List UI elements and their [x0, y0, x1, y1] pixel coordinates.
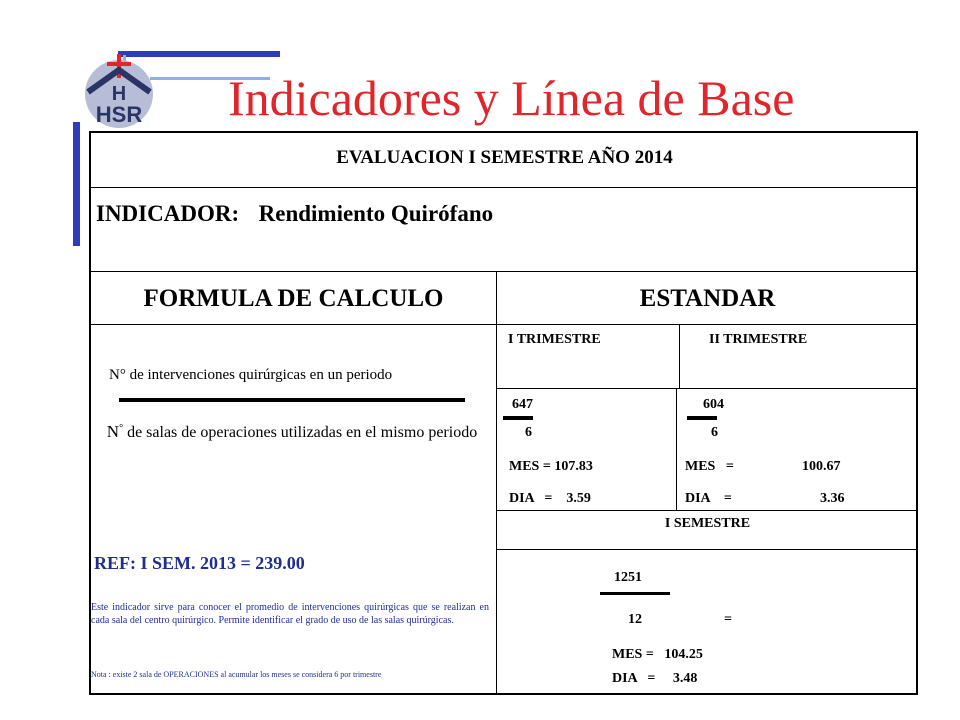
semester-denominator: 12	[628, 612, 642, 627]
logo-text: HSR	[95, 102, 143, 127]
trimester-2-dia-label: DIA =	[685, 491, 732, 506]
page-title: Indicadores y Línea de Base	[228, 70, 795, 126]
reference-value: REF: I SEM. 2013 = 239.00	[94, 553, 305, 573]
evaluation-header: EVALUACION I SEMESTRE AÑO 2014	[336, 147, 673, 168]
formula-denominator	[103, 418, 481, 444]
semester-dia: DIA = 3.48	[612, 671, 698, 686]
formula-numerator: N° de intervenciones quirúrgicas en un periodo	[109, 367, 393, 383]
formula-fraction-bar	[119, 398, 465, 402]
hospital-logo-icon	[80, 52, 158, 130]
trimester-1-label: I TRIMESTRE	[508, 332, 601, 347]
trimester-2-numerator: 604	[703, 397, 724, 412]
trimester-2-mes-value: 100.67	[802, 459, 841, 474]
svg-text:H: H	[111, 83, 127, 105]
indicator-table	[89, 131, 918, 695]
trimester-1-denominator: 6	[525, 425, 532, 440]
decorative-left-bar	[73, 122, 80, 246]
semester-fraction-bar	[600, 592, 670, 595]
semester-equals: =	[724, 612, 732, 627]
indicator-label: INDICADOR:	[96, 201, 240, 226]
trimester-1-numerator: 647	[512, 397, 533, 412]
formula-denominator-text: de salas de operaciones utilizadas en el mismo periodo	[123, 424, 478, 441]
trimester-1-dia: DIA = 3.59	[509, 491, 591, 506]
indicator-note: Nota : existe 2 sala de OPERACIONES al acumular los meses se considera 6 por trimestre	[91, 670, 382, 679]
trimester-2-dia-value: 3.36	[820, 491, 845, 506]
trimester-1-mes: MES = 107.83	[509, 459, 593, 474]
formula-denominator-prefix: N	[106, 422, 120, 441]
indicator-name: Rendimiento Quirófano	[258, 201, 494, 226]
trimester-1-fraction-bar	[503, 416, 533, 420]
indicator-description: Este indicador sirve para conocer el promedio de intervenciones quirúrgicas que se realizan en cada sala del centro quirúrgico. Permite identificar el grado de uso de las salas quirúrgicas.	[91, 602, 489, 626]
trimester-2-fraction-bar	[687, 416, 717, 420]
trimester-2-denominator: 6	[711, 425, 718, 440]
semester-numerator: 1251	[614, 570, 642, 585]
standard-header: ESTANDAR	[639, 285, 776, 312]
semester-mes: MES = 104.25	[612, 647, 703, 662]
formula-denominator-degree: °	[119, 423, 124, 434]
trimester-2-mes-label: MES =	[685, 459, 734, 474]
semester-label: I SEMESTRE	[664, 516, 751, 531]
trimester-2-label: II TRIMESTRE	[709, 332, 808, 347]
formula-header: FORMULA DE CALCULO	[143, 285, 444, 312]
indicator-row	[96, 201, 493, 227]
